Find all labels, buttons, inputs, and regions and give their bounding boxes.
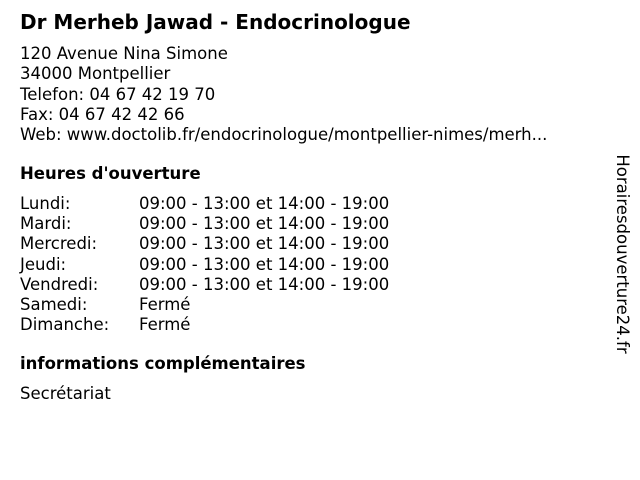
page-title: Dr Merheb Jawad - Endocrinologue [20, 10, 411, 34]
address-line-2: 34000 Montpellier [20, 64, 171, 84]
additional-info-heading: informations complémentaires [20, 354, 306, 373]
day-hours: 09:00 - 13:00 et 14:00 - 19:00 [139, 254, 390, 274]
day-label: Mercredi: [20, 234, 98, 254]
address-line-1: 120 Avenue Nina Simone [20, 44, 228, 63]
day-hours: Fermé [139, 315, 191, 335]
opening-hours-heading: Heures d'ouverture [20, 164, 201, 183]
day-hours: Fermé [139, 294, 191, 314]
day-hours: 09:00 - 13:00 et 14:00 - 19:00 [139, 274, 390, 294]
additional-info-text: Secrétariat [20, 384, 111, 403]
fax-number: Fax: 04 67 42 42 66 [20, 104, 185, 124]
day-hours: 09:00 - 13:00 et 14:00 - 19:00 [139, 214, 390, 234]
website-link[interactable]: Web: www.doctolib.fr/endocrinologue/montpellier-nimes/merh... [20, 125, 548, 145]
site-watermark: Horairesdouverture24.fr [613, 154, 632, 354]
day-label: Jeudi: [20, 254, 67, 274]
contact-block [20, 44, 547, 145]
day-label: Mardi: [20, 214, 72, 234]
day-label: Vendredi: [20, 274, 99, 294]
day-label: Dimanche: [20, 315, 110, 335]
day-label: Lundi: [20, 194, 71, 213]
day-hours: 09:00 - 13:00 et 14:00 - 19:00 [139, 234, 390, 254]
phone-number: Telefon: 04 67 42 19 70 [20, 84, 216, 104]
day-hours: 09:00 - 13:00 et 14:00 - 19:00 [139, 194, 390, 213]
day-label: Samedi: [20, 294, 88, 314]
